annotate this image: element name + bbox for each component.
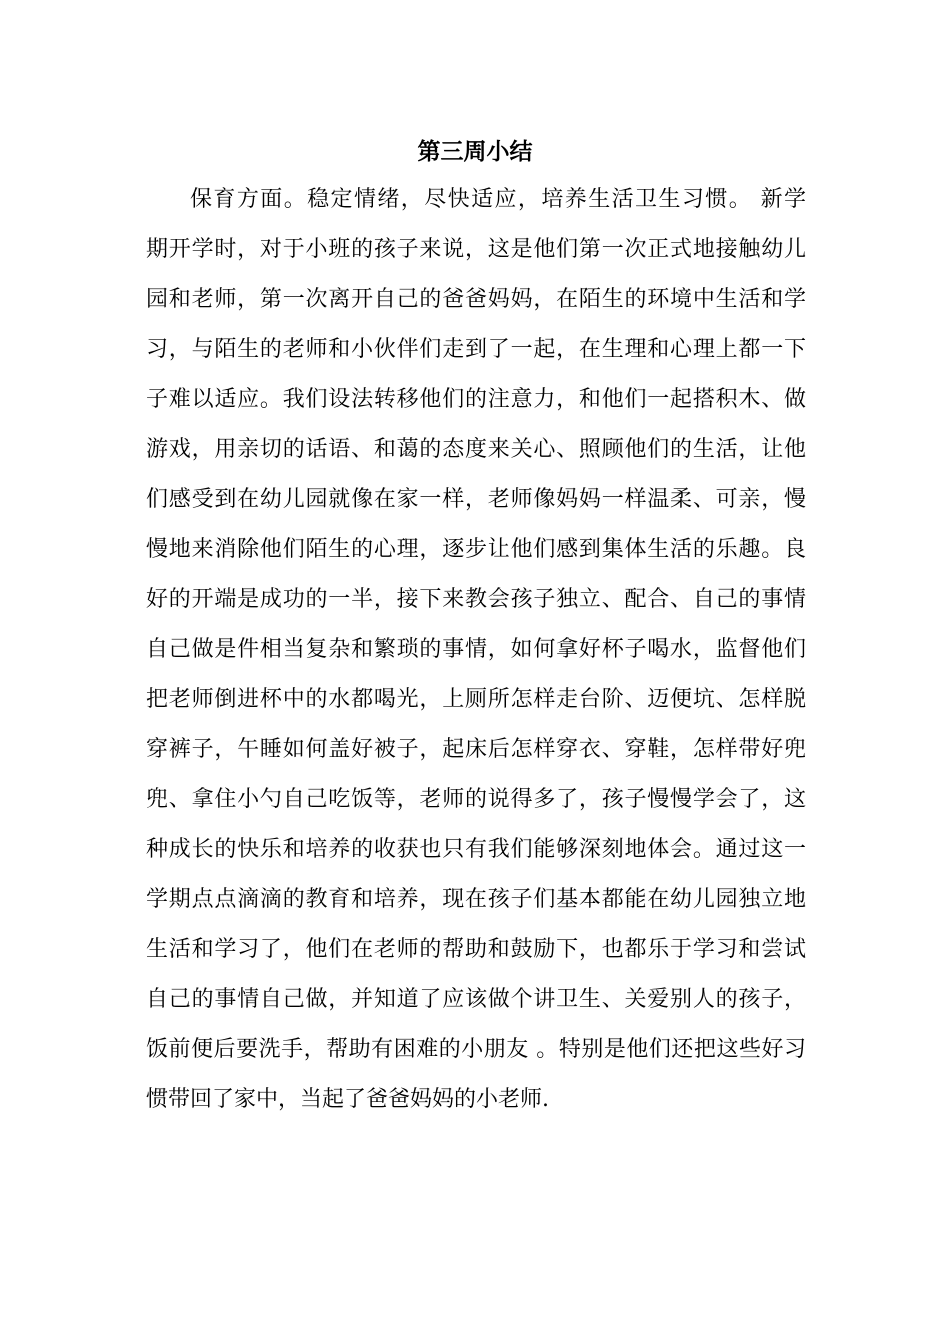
body-line: 惯带回了家中，当起了爸爸妈妈的小老师. [146, 1087, 549, 1112]
body-line: 穿裤子，午睡如何盖好被子，起床后怎样穿衣、穿鞋，怎样带好兜 [146, 737, 806, 762]
body-line: 学期点点滴滴的教育和培养，现在孩子们基本都能在幼儿园独立地 [146, 887, 806, 912]
body-line: 子难以适应。我们设法转移他们的注意力，和他们一起搭积木、做 [146, 387, 806, 412]
body-line: 自己的事情自己做，并知道了应该做个讲卫生、关爱别人的孩子， [146, 987, 806, 1012]
body-line: 种成长的快乐和培养的收获也只有我们能够深刻地体会。通过这一 [146, 837, 806, 862]
body-line: 保育方面。稳定情绪，尽快适应，培养生活卫生习惯。 新学 [190, 187, 806, 212]
body-line: 生活和学习了，他们在老师的帮助和鼓励下，也都乐于学习和尝试 [146, 937, 806, 962]
body-line: 期开学时，对于小班的孩子来说，这是他们第一次正式地接触幼儿 [146, 237, 806, 262]
body-line: 自己做是件相当复杂和繁琐的事情，如何拿好杯子喝水，监督他们 [146, 637, 806, 662]
body-line: 兜、拿住小勺自己吃饭等，老师的说得多了，孩子慢慢学会了，这 [146, 787, 806, 812]
body-line: 们感受到在幼儿园就像在家一样，老师像妈妈一样温柔、可亲，慢 [146, 487, 806, 512]
body-line: 慢地来消除他们陌生的心理，逐步让他们感到集体生活的乐趣。良 [146, 537, 806, 562]
document-body [146, 180, 806, 1130]
body-line: 园和老师，第一次离开自己的爸爸妈妈，在陌生的环境中生活和学 [146, 287, 806, 312]
body-line: 习，与陌生的老师和小伙伴们走到了一起，在生理和心理上都一下 [146, 337, 806, 362]
body-line: 游戏，用亲切的话语、和蔼的态度来关心、照顾他们的生活，让他 [146, 437, 806, 462]
body-line: 饭前便后要洗手，帮助有困难的小朋友 。特别是他们还把这些好习 [146, 1037, 806, 1062]
body-line: 把老师倒进杯中的水都喝光，上厕所怎样走台阶、迈便坑、怎样脱 [146, 687, 806, 712]
document-title: 第三周小结 [417, 138, 533, 165]
body-line: 好的开端是成功的一半，接下来教会孩子独立、配合、自己的事情 [146, 587, 806, 612]
